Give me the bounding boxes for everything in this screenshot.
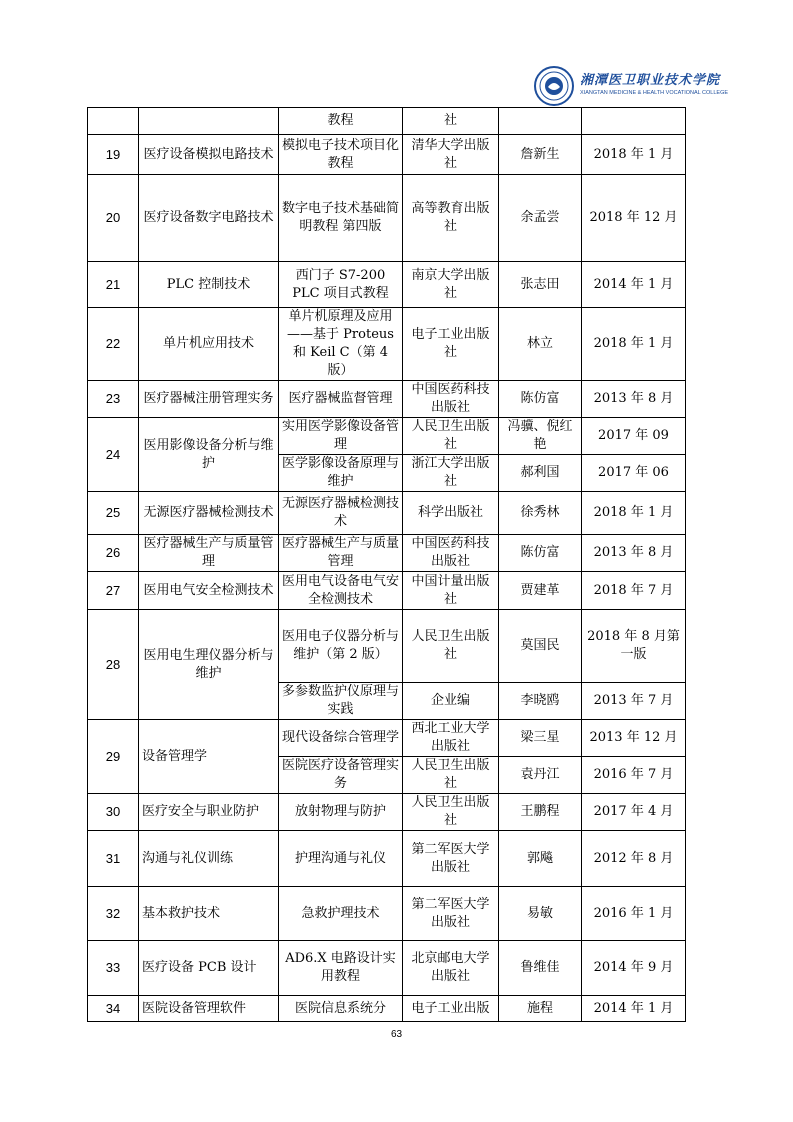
textbook-name: 模拟电子技术项目化教程 <box>279 135 403 175</box>
course-name <box>139 108 279 135</box>
table-row <box>88 492 686 535</box>
textbook-name: 无源医疗器械检测技术 <box>279 492 403 535</box>
table-row <box>88 831 686 887</box>
row-number: 27 <box>88 572 139 610</box>
row-number: 34 <box>88 996 139 1022</box>
publisher: 企业编 <box>403 683 499 720</box>
publisher: 中国计量出版社 <box>403 572 499 610</box>
table-row <box>88 610 686 683</box>
author: 郝利国 <box>499 455 582 492</box>
course-name: 医用电生理仪器分析与维护 <box>139 610 279 720</box>
course-name: 医用影像设备分析与维护 <box>139 418 279 492</box>
publish-date: 2014 年 1 月 <box>582 996 686 1022</box>
textbook-name: 医用电子仪器分析与维护（第 2 版） <box>279 610 403 683</box>
publish-date: 2018 年 7 月 <box>582 572 686 610</box>
table-row <box>88 175 686 262</box>
logo-english-name: XIANGTAN MEDICINE & HEALTH VOCATIONAL COLLEGE <box>580 90 729 96</box>
author: 易敏 <box>499 887 582 941</box>
course-name: PLC 控制技术 <box>139 262 279 308</box>
author: 张志田 <box>499 262 582 308</box>
textbook-name: 医用电气设备电气安全检测技术 <box>279 572 403 610</box>
textbook-name: 护理沟通与礼仪 <box>279 831 403 887</box>
course-name: 基本救护技术 <box>139 887 279 941</box>
row-number: 24 <box>88 418 139 492</box>
author: 施程 <box>499 996 582 1022</box>
row-number: 23 <box>88 381 139 418</box>
table-row <box>88 887 686 941</box>
publish-date: 2018 年 8 月第一版 <box>582 610 686 683</box>
publisher: 清华大学出版社 <box>403 135 499 175</box>
publish-date: 2018 年 1 月 <box>582 492 686 535</box>
author: 梁三星 <box>499 720 582 757</box>
table-row <box>88 720 686 757</box>
author: 莫国民 <box>499 610 582 683</box>
course-name: 沟通与礼仪训练 <box>139 831 279 887</box>
publisher: 人民卫生出版社 <box>403 757 499 794</box>
publish-date: 2013 年 8 月 <box>582 381 686 418</box>
author: 鲁维佳 <box>499 941 582 996</box>
publish-date: 2013 年 8 月 <box>582 535 686 572</box>
publisher: 北京邮电大学出版社 <box>403 941 499 996</box>
textbook-name: 医疗器械监督管理 <box>279 381 403 418</box>
row-number: 20 <box>88 175 139 262</box>
course-name: 医疗设备 PCB 设计 <box>139 941 279 996</box>
row-number: 31 <box>88 831 139 887</box>
publish-date: 2017 年 09 <box>582 418 686 455</box>
publish-date: 2014 年 1 月 <box>582 262 686 308</box>
publisher: 人民卫生出版社 <box>403 794 499 831</box>
row-number: 30 <box>88 794 139 831</box>
publisher: 第二军医大学出版社 <box>403 831 499 887</box>
course-name: 单片机应用技术 <box>139 308 279 381</box>
row-number <box>88 108 139 135</box>
publisher: 电子工业出版社 <box>403 308 499 381</box>
table-row <box>88 418 686 455</box>
textbook-name: 医学影像设备原理与维护 <box>279 455 403 492</box>
publish-date: 2016 年 1 月 <box>582 887 686 941</box>
publisher: 社 <box>403 108 499 135</box>
course-name: 医疗设备模拟电路技术 <box>139 135 279 175</box>
publish-date: 2018 年 12 月 <box>582 175 686 262</box>
publish-date: 2018 年 1 月 <box>582 308 686 381</box>
table-row <box>88 941 686 996</box>
publisher: 浙江大学出版社 <box>403 455 499 492</box>
textbook-name: 急救护理技术 <box>279 887 403 941</box>
course-name: 医疗安全与职业防护 <box>139 794 279 831</box>
textbook-name: 放射物理与防护 <box>279 794 403 831</box>
publisher: 科学出版社 <box>403 492 499 535</box>
row-number: 33 <box>88 941 139 996</box>
publisher: 人民卫生出版社 <box>403 610 499 683</box>
textbook-name: 数字电子技术基础简明教程 第四版 <box>279 175 403 262</box>
textbook-name: AD6.X 电路设计实用教程 <box>279 941 403 996</box>
course-name: 医疗器械生产与质量管理 <box>139 535 279 572</box>
textbook-name: 西门子 S7-200 PLC 项目式教程 <box>279 262 403 308</box>
publisher: 高等教育出版社 <box>403 175 499 262</box>
textbook-name: 多参数监护仪原理与实践 <box>279 683 403 720</box>
author <box>499 108 582 135</box>
publish-date: 2017 年 4 月 <box>582 794 686 831</box>
textbook-name: 医疗器械生产与质量管理 <box>279 535 403 572</box>
publisher: 中国医药科技出版社 <box>403 381 499 418</box>
author: 郭飚 <box>499 831 582 887</box>
publish-date: 2018 年 1 月 <box>582 135 686 175</box>
college-seal-icon <box>534 66 574 106</box>
college-logo <box>534 66 734 106</box>
publisher: 电子工业出版 <box>403 996 499 1022</box>
table-row <box>88 794 686 831</box>
course-name: 医疗器械注册管理实务 <box>139 381 279 418</box>
publish-date: 2017 年 06 <box>582 455 686 492</box>
table-row <box>88 262 686 308</box>
publish-date: 2014 年 9 月 <box>582 941 686 996</box>
author: 徐秀林 <box>499 492 582 535</box>
textbook-name: 单片机原理及应用——基于 Proteus 和 Keil C（第 4 版） <box>279 308 403 381</box>
author: 陈仿富 <box>499 381 582 418</box>
course-name: 设备管理学 <box>139 720 279 794</box>
table-row <box>88 135 686 175</box>
author: 林立 <box>499 308 582 381</box>
publisher: 第二军医大学出版社 <box>403 887 499 941</box>
course-name: 无源医疗器械检测技术 <box>139 492 279 535</box>
textbook-name: 实用医学影像设备管理 <box>279 418 403 455</box>
textbook-name: 医院医疗设备管理实务 <box>279 757 403 794</box>
course-name: 医院设备管理软件 <box>139 996 279 1022</box>
row-number: 32 <box>88 887 139 941</box>
author: 袁丹江 <box>499 757 582 794</box>
row-number: 26 <box>88 535 139 572</box>
publisher: 人民卫生出版社 <box>403 418 499 455</box>
publish-date: 2013 年 12 月 <box>582 720 686 757</box>
logo-chinese-name: 湘潭医卫职业技术学院 <box>580 73 721 88</box>
course-name: 医用电气安全检测技术 <box>139 572 279 610</box>
textbook-table <box>87 107 686 1022</box>
author: 詹新生 <box>499 135 582 175</box>
textbook-name: 医院信息系统分 <box>279 996 403 1022</box>
table-row <box>88 996 686 1022</box>
publisher: 西北工业大学出版社 <box>403 720 499 757</box>
author: 陈仿富 <box>499 535 582 572</box>
table-row <box>88 308 686 381</box>
author: 冯骥、倪红艳 <box>499 418 582 455</box>
author: 王鹏程 <box>499 794 582 831</box>
table-row <box>88 108 686 135</box>
row-number: 29 <box>88 720 139 794</box>
row-number: 28 <box>88 610 139 720</box>
course-name: 医疗设备数字电路技术 <box>139 175 279 262</box>
row-number: 21 <box>88 262 139 308</box>
row-number: 22 <box>88 308 139 381</box>
page-number: 63 <box>390 1029 403 1040</box>
publish-date <box>582 108 686 135</box>
table-row <box>88 572 686 610</box>
publisher: 中国医药科技出版社 <box>403 535 499 572</box>
author: 李晓鸥 <box>499 683 582 720</box>
publish-date: 2012 年 8 月 <box>582 831 686 887</box>
publisher: 南京大学出版社 <box>403 262 499 308</box>
textbook-name: 教程 <box>279 108 403 135</box>
publish-date: 2013 年 7 月 <box>582 683 686 720</box>
table-row <box>88 381 686 418</box>
publish-date: 2016 年 7 月 <box>582 757 686 794</box>
author: 贾建革 <box>499 572 582 610</box>
table-row <box>88 535 686 572</box>
row-number: 19 <box>88 135 139 175</box>
textbook-name: 现代设备综合管理学 <box>279 720 403 757</box>
row-number: 25 <box>88 492 139 535</box>
author: 余孟尝 <box>499 175 582 262</box>
